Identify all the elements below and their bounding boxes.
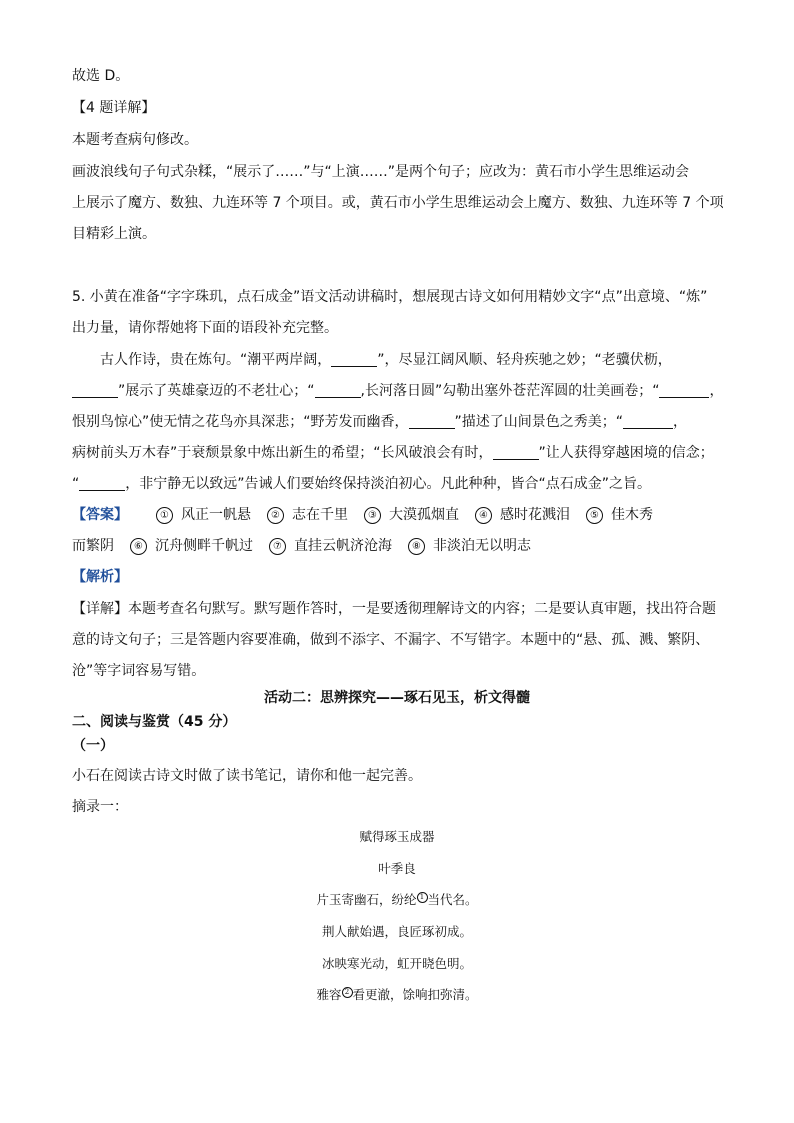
q4-detail-heading: 【4 题详解】	[72, 100, 156, 116]
fill-blank-1	[331, 352, 377, 367]
q5-passage-line-2: ”展示了英雄豪迈的不老壮心；“ ,长河落日圆”勾勒出塞外苍茫浑圆的壮美画卷；“ ，	[72, 381, 722, 401]
q4-explanation-line-1: 画波浪线句子句式杂糅，“展示了……”与“上演……”是两个句子；应改为：黄石市小学生思维运动会	[72, 164, 690, 180]
q4-explanation-line-3: 目精彩上演。	[72, 226, 156, 242]
q5-passage-line-4: 病树前头万木春”于衰颓景象中炼出新生的希望；“长风破浪会有时， ”让人获得穿越困境的信念；	[72, 445, 714, 461]
answer-line-1	[72, 505, 722, 525]
excerpt-label: 摘录一：	[72, 799, 128, 815]
fill-blank-3	[315, 383, 361, 398]
section-heading: 二、阅读与鉴赏（45 分）	[72, 714, 237, 730]
answer-item: ⑧ 非淡泊无以明志	[408, 536, 531, 556]
fill-blank-2	[72, 383, 118, 398]
poem-title: 赋得琢玉成器	[359, 829, 435, 844]
section-intro: 小石在阅读古诗文时做了读书笔记，请你和他一起完善。	[72, 768, 422, 784]
q4-intro: 本题考查病句修改。	[72, 132, 198, 148]
answer-item: ⑤ 佳木秀	[586, 505, 653, 525]
answer-label: 【答案】	[72, 507, 128, 523]
answer-item: ⑦ 直挂云帆济沧海	[269, 536, 392, 556]
poem-author: 叶季良	[378, 861, 416, 876]
fill-blank-8	[79, 476, 125, 491]
answer-item: ③ 大漠孤烟直	[364, 505, 459, 525]
analysis-label: 【解析】	[72, 569, 128, 585]
answer-item: ② 志在千里	[267, 505, 348, 525]
q5-stem-line-2: 出力量，请你帮她将下面的语段补充完整。	[72, 320, 338, 336]
footnote-marker: 2	[342, 987, 353, 998]
fill-blank-7	[493, 445, 539, 460]
fill-blank-4	[659, 383, 709, 398]
previous-answer-line: 故选 D。	[72, 68, 130, 84]
subsection-heading: （一）	[72, 738, 114, 754]
q5-passage-line-5: “ ，非宁静无以致远”告诫人们要始终保持淡泊初心。凡此种种，皆合“点石成金”之旨。	[72, 476, 652, 492]
q5-passage-line-1: 古人作诗，贵在炼句。“潮平两岸阔， ”，尽显江阔风顺、轻舟疾驰之妙；“老骥伏枥，	[100, 352, 672, 368]
poem-line-4: 雅容 2 看更澈，馀响扣弥清。	[316, 987, 478, 1002]
answer-item: ① 风正一帆悬	[156, 505, 251, 525]
q4-explanation-line-2: 上展示了魔方、数独、九连环等 7 个项目。或，黄石市小学生思维运动会上魔方、数独、九连环等 7 个项	[72, 195, 724, 211]
fill-blank-6	[623, 414, 673, 429]
activity-title: 活动二：思辨探究——琢石见玉，析文得髓	[264, 690, 530, 706]
detail-line-2: 意的诗文句子；三是答题内容要准确，做到不添字、不漏字、不写错字。本题中的“悬、孤、溅、繁阴、	[72, 632, 710, 648]
poem-line-1: 片玉寄幽石，纷纶 1 当代名。	[316, 892, 478, 907]
footnote-marker: 1	[417, 892, 428, 903]
poem-line-3: 冰映寒光动，虹开晓色明。	[321, 956, 472, 971]
answer-item: ④ 感时花溅泪	[475, 505, 570, 525]
fill-blank-5	[409, 414, 455, 429]
detail-line-3: 沧”等字词容易写错。	[72, 663, 206, 679]
answer-item: ⑥ 沉舟侧畔千帆过	[130, 536, 253, 556]
q5-stem-line-1: 5. 小黄在准备“字字珠玑，点石成金”语文活动讲稿时，想展现古诗文如何用精妙文字“点”出意境、“炼”	[72, 289, 708, 305]
answer-line-2: 而繁阴 ⑥ 沉舟侧畔千帆过 ⑦ 直挂云帆济沧海 ⑧ 非淡泊无以明志	[72, 538, 531, 554]
q5-passage-line-3: 恨别鸟惊心”使无情之花鸟亦具深悲；“野芳发而幽香， ”描述了山间景色之秀美；“ ，	[72, 414, 688, 430]
poem-line-2: 荆人献始遇，良匠琢初成。	[321, 924, 472, 939]
detail-line-1: 【详解】本题考查名句默写。默写题作答时，一是要透彻理解诗文的内容；二是要认真审题，找出符合题	[72, 601, 716, 617]
